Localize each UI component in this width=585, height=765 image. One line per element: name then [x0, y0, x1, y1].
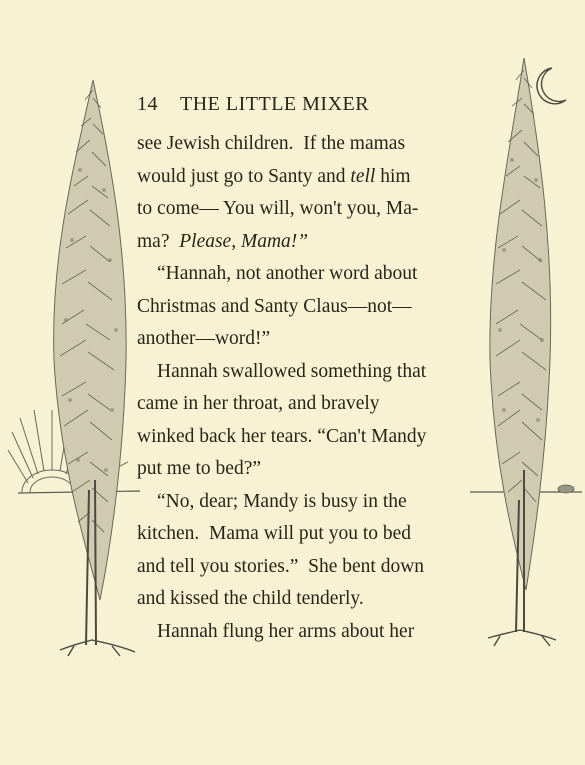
text-line: Hannah swallowed something that [157, 360, 427, 382]
text-line: and tell you stories.” She bent down [137, 555, 425, 577]
text-line: Christmas and Santy Claus—not— [137, 295, 412, 317]
crescent-moon-icon [537, 68, 566, 104]
text-line: Hannah flung her arms about her [157, 620, 415, 642]
cypress-tree-left [54, 80, 135, 656]
text-line: kitchen. Mama will put you to bed [137, 523, 412, 544]
text-line: came in her throat, and bravely [137, 393, 380, 414]
text-line: see Jewish children. If the mamas [137, 133, 406, 154]
running-header [137, 93, 437, 116]
text-line: winked back her tears. “Can't Mandy [137, 425, 427, 447]
page-number: 14 [137, 93, 158, 115]
text-line: to come— You will, won't you, Ma- [137, 198, 419, 219]
emphasis: tell [350, 165, 376, 187]
small-bush-icon [558, 485, 574, 493]
cypress-tree-right [488, 58, 556, 646]
text-line: would just go to Santy and tell him [137, 165, 411, 187]
text-line: and kissed the child tenderly. [137, 588, 364, 609]
text-line: put me to bed?” [137, 458, 261, 479]
text-line: another—word!” [137, 328, 271, 349]
text-line: “No, dear; Mandy is busy in the [157, 490, 407, 512]
text-line: ma? Please, Mama!” [137, 226, 472, 259]
text-line: “Hannah, not another word about [157, 263, 418, 284]
running-title: THE LITTLE MIXER [180, 93, 370, 115]
emphasis: Please, Mama!” [179, 230, 309, 252]
body-text [137, 128, 472, 648]
